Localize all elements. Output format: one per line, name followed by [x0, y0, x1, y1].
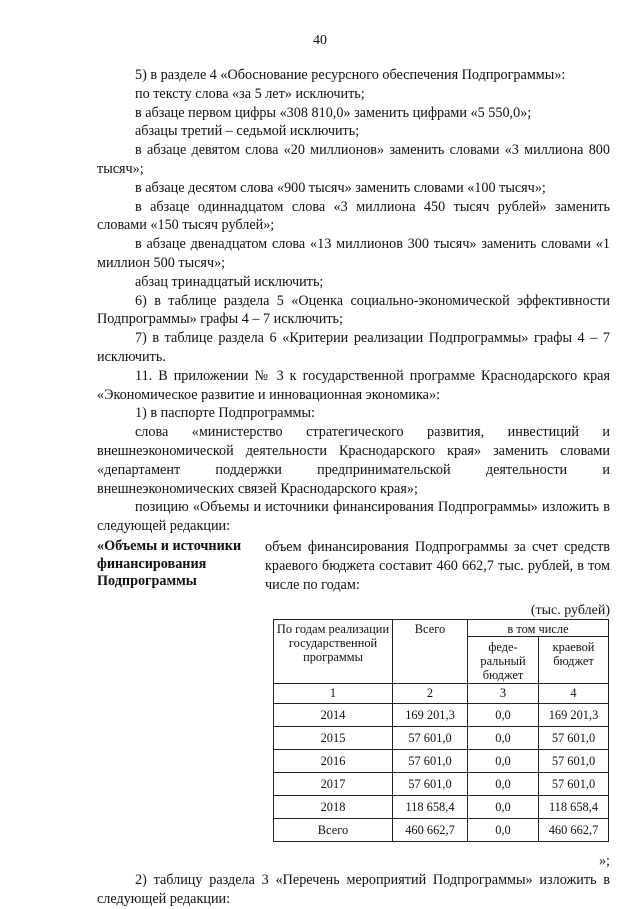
- table-cell: 2015: [274, 727, 393, 750]
- table-cell: 57 601,0: [393, 750, 468, 773]
- header-including: в том числе: [468, 620, 609, 637]
- funding-section: [97, 538, 610, 594]
- table-cell: 118 658,4: [393, 796, 468, 819]
- table-row-total: [274, 819, 609, 842]
- table-row: [274, 704, 609, 727]
- table-cell: 2018: [274, 796, 393, 819]
- paragraph: в абзаце десятом слова «900 тысяч» заменить словами «100 тысяч»;: [135, 179, 546, 196]
- table-cell: 169 201,3: [539, 704, 609, 727]
- paragraph: 5) в разделе 4 «Обоснование ресурсного обеспечения Подпрограммы»:: [135, 67, 566, 83]
- table-cell: 2014: [274, 704, 393, 727]
- table-header-row: [274, 620, 609, 637]
- paragraph: в абзаце двенадцатом слова «13 миллионов 300 тысяч» заменить словами «1 миллион 500 тысяч»;: [97, 236, 610, 271]
- table-cell: 57 601,0: [539, 773, 609, 796]
- table-cell: 169 201,3: [393, 704, 468, 727]
- header-total: Всего: [393, 620, 468, 684]
- table-number-row: [274, 684, 609, 704]
- funding-table: [273, 619, 609, 842]
- paragraph: абзацы третий – седьмой исключить;: [135, 123, 360, 140]
- paragraph: в абзаце первом цифры «308 810,0» заменить цифрами «5 550,0»;: [135, 104, 532, 121]
- table-cell: 4: [539, 684, 609, 704]
- paragraph: 6) в таблице раздела 5 «Оценка социально-экономической эффективности Подпрограммы» графы 4 – 7 исключить;: [97, 292, 610, 328]
- paragraph: в абзаце девятом слова «20 миллионов» заменить словами «3 миллиона 800 тысяч»;: [97, 142, 610, 177]
- table-cell: 460 662,7: [539, 819, 609, 842]
- table-cell: 2016: [274, 750, 393, 773]
- table-cell: 0,0: [468, 750, 539, 773]
- table-cell: 2: [393, 684, 468, 704]
- table-cell: 0,0: [468, 727, 539, 750]
- table-cell: 0,0: [468, 796, 539, 819]
- table-cell: 118 658,4: [539, 796, 609, 819]
- table-cell: 0,0: [468, 773, 539, 796]
- page-number: 40: [313, 33, 327, 48]
- table-cell: 1: [274, 684, 393, 704]
- table-cell: 57 601,0: [539, 727, 609, 750]
- document-body: [97, 66, 610, 909]
- table-cell: 3: [468, 684, 539, 704]
- table-cell: 0,0: [468, 704, 539, 727]
- paragraph: по тексту слова «за 5 лет» исключить;: [135, 85, 365, 102]
- table-row: [274, 796, 609, 819]
- table-cell: 0,0: [468, 819, 539, 842]
- table-row: [274, 727, 609, 750]
- section-text: объем финансирования Подпрограммы за счет средств краевого бюджета составит 460 662,7 тыс. рублей, в том числе по годам:: [265, 538, 610, 593]
- paragraph: 2) таблицу раздела 3 «Перечень мероприятий Подпрограммы» изложить в следующей редакции:: [97, 872, 610, 907]
- table-row: [274, 773, 609, 796]
- header-year: По годам реализации государственной программы: [274, 620, 393, 684]
- table-cell: Всего: [274, 819, 393, 842]
- table-cell: 57 601,0: [539, 750, 609, 773]
- table-cell: 2017: [274, 773, 393, 796]
- section-label: «Объемы и источники финансирования Подпрограммы: [97, 537, 242, 590]
- paragraph: позицию «Объемы и источники финансирования Подпрограммы» изложить в следующей редакции:: [97, 499, 610, 535]
- unit-note: (тыс. рублей): [530, 603, 610, 619]
- paragraph: абзац тринадцатый исключить;: [135, 273, 324, 290]
- paragraph: 1) в паспорте Подпрограммы:: [135, 405, 316, 422]
- table-cell: 57 601,0: [393, 727, 468, 750]
- table-end-quote: »;: [598, 853, 610, 870]
- table-row: [274, 750, 609, 773]
- paragraph: 11. В приложении № 3 к государственной программе Краснодарского края «Экономическое развитие и инновационная экономика»:: [97, 367, 610, 403]
- paragraph: в абзаце одиннадцатом слова «3 миллиона 450 тысяч рублей» заменить словами «150 тысяч рублей»;: [97, 198, 610, 234]
- paragraph: 7) в таблице раздела 6 «Критерии реализации Подпрограммы» графы 4 – 7 исключить.: [97, 330, 610, 365]
- paragraph: слова «министерство стратегического развития, инвестиций и внешнеэкономической деятельности Краснодарского края» заменить словами «департамент поддержки предпринимательской деятельности и внешнеэкономических связей Краснодарского края»;: [97, 424, 610, 497]
- table-cell: 57 601,0: [393, 773, 468, 796]
- table-cell: 460 662,7: [393, 819, 468, 842]
- header-federal: феде-ральный бюджет: [468, 637, 539, 684]
- header-regional: краевой бюджет: [539, 637, 609, 684]
